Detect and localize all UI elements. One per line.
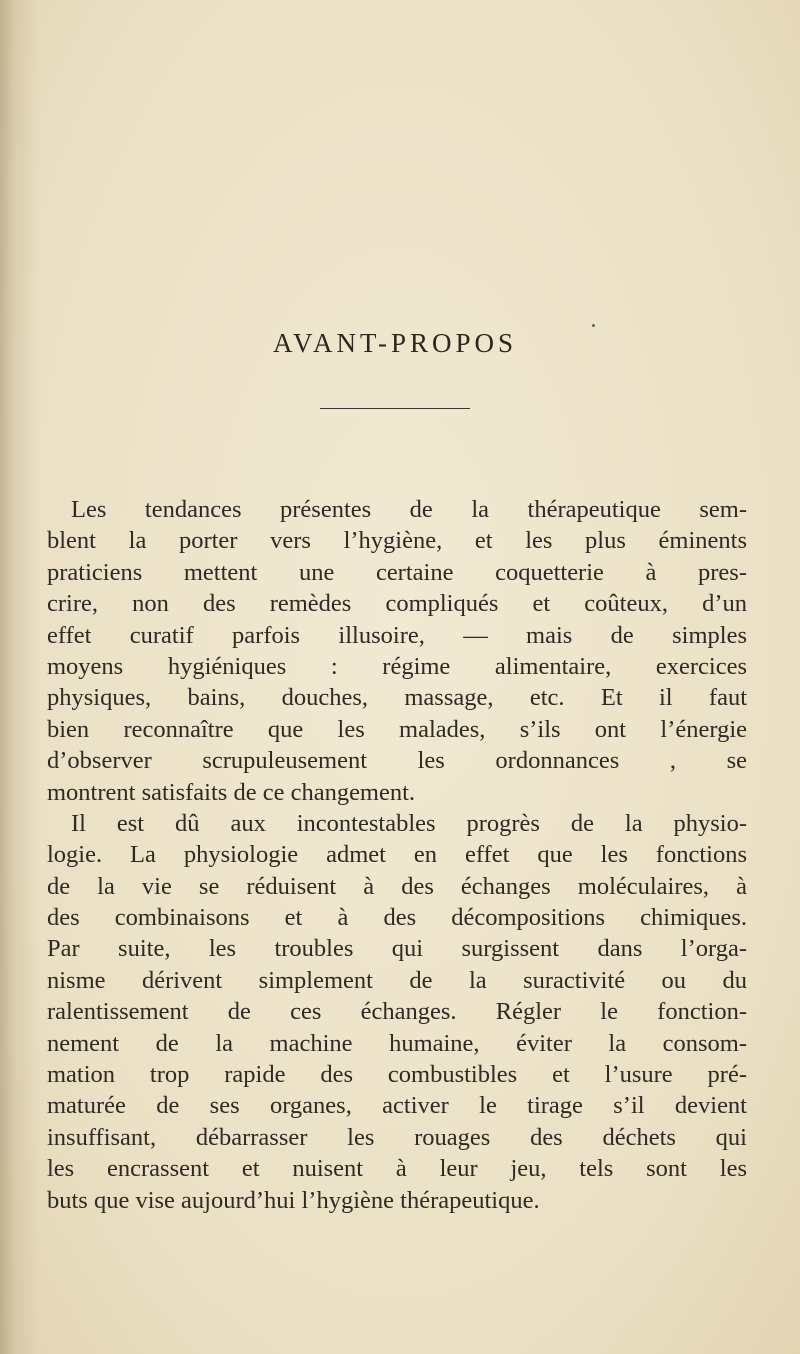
body-text [47, 494, 747, 1216]
text-line: montrent satisfaits de ce changement. [47, 778, 416, 806]
text-line: maturée de ses organes, activer le tirage s’il devient [47, 1092, 747, 1120]
text-line: de la vie se réduisent à des échanges moléculaires, à [47, 872, 747, 900]
text-line: Les tendances présentes de la thérapeutique sem- [71, 496, 747, 523]
page-title: AVANT-PROPOS [272, 328, 518, 359]
text-line: insuffisant, débarrasser les rouages des déchets qui [47, 1123, 747, 1151]
text-line: nement de la machine humaine, éviter la consom- [47, 1029, 747, 1057]
text-line: crire, non des remèdes compliqués et coûteux, d’un [47, 590, 747, 618]
text-line: moyens hygiéniques : régime alimentaire, exercices [47, 652, 747, 680]
text-line: d’observer scrupuleusement les ordonnances , se [47, 747, 747, 775]
text-line: praticiens mettent une certaine coquetterie à pres- [47, 558, 747, 586]
text-line: blent la porter vers l’hygiène, et les plus éminents [47, 527, 747, 555]
text-line: nisme dérivent simplement de la suractivité ou du [47, 966, 747, 994]
text-line: mation trop rapide des combustibles et l’usure pré- [47, 1061, 747, 1089]
title-rule [320, 408, 470, 409]
ink-speck [592, 324, 595, 327]
text-line: ralentissement de ces échanges. Régler le fonction- [47, 998, 747, 1026]
text-line: effet curatif parfois illusoire, — mais de simples [47, 621, 747, 649]
text-line: les encrassent et nuisent à leur jeu, tels sont les [47, 1155, 747, 1183]
text-line: Il est dû aux incontestables progrès de la physio- [71, 809, 747, 837]
text-line: Par suite, les troubles qui surgissent dans l’orga- [47, 935, 747, 963]
text-line: logie. La physiologie admet en effet que les fonctions [47, 841, 747, 869]
text-line: buts que vise aujourd’hui l’hygiène thérapeutique. [47, 1186, 540, 1214]
text-line: bien reconnaître que les malades, s’ils ont l’énergie [47, 715, 747, 743]
text-line: des combinaisons et à des décompositions chimiques. [47, 904, 747, 932]
text-line: physiques, bains, douches, massage, etc. Et il faut [47, 684, 747, 712]
